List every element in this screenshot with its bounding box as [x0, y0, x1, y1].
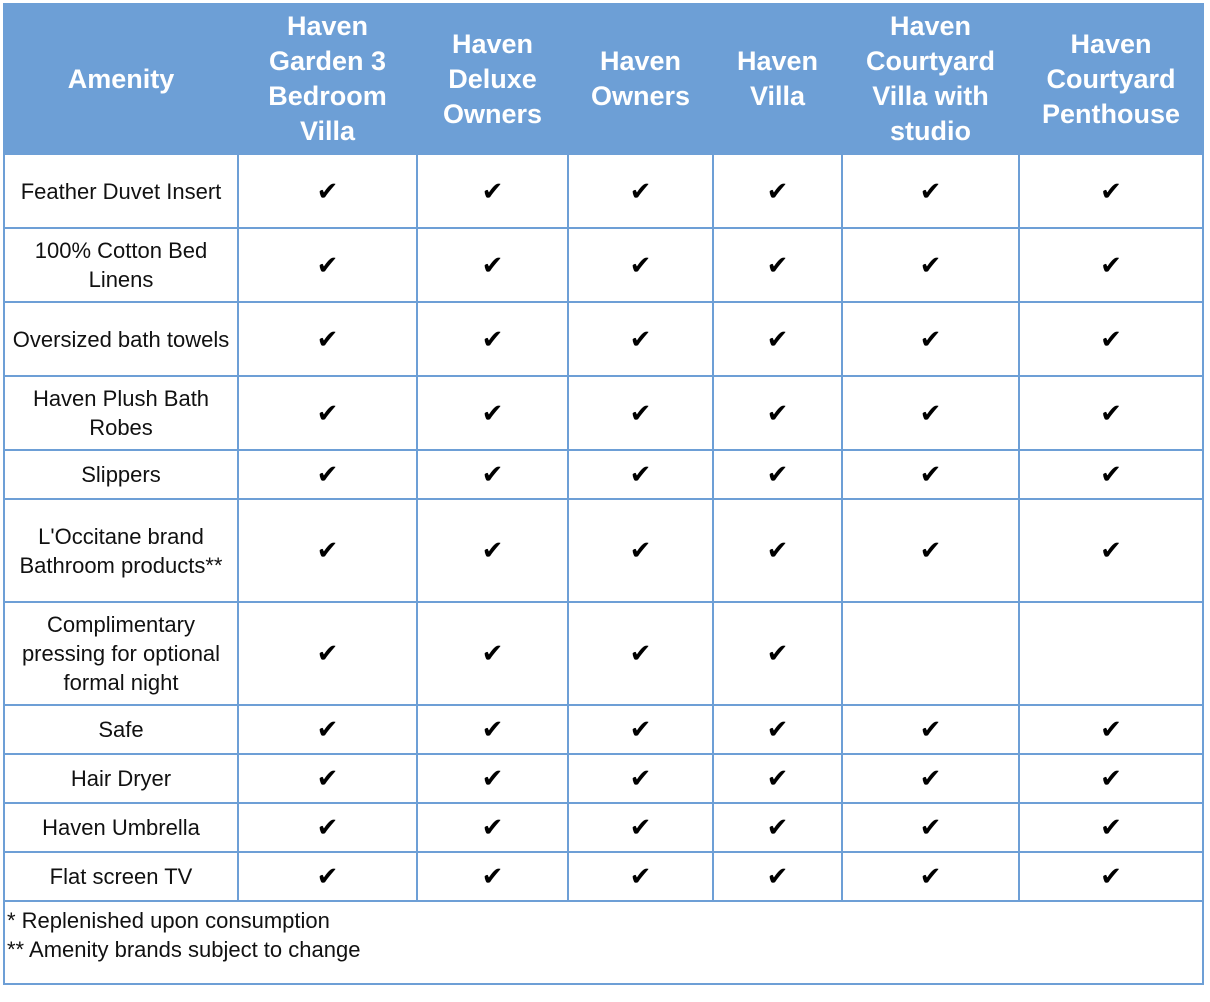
check-icon: ✔	[238, 499, 417, 602]
check-icon: ✔	[713, 602, 842, 705]
table-row	[4, 499, 1203, 602]
header-courtyard-penthouse: Haven Courtyard Penthouse	[1019, 4, 1203, 154]
check-icon: ✔	[417, 302, 568, 376]
check-icon: ✔	[842, 499, 1019, 602]
check-icon: ✔	[238, 803, 417, 852]
check-icon: ✔	[1019, 376, 1203, 450]
footnote-brands: ** Amenity brands subject to change	[7, 937, 361, 962]
table-row	[4, 852, 1203, 901]
footnotes	[4, 901, 1203, 984]
check-icon: ✔	[238, 154, 417, 228]
header-deluxe-owners: Haven Deluxe Owners	[417, 4, 568, 154]
table-row	[4, 754, 1203, 803]
check-icon: ✔	[238, 376, 417, 450]
check-icon: ✔	[713, 228, 842, 302]
check-icon: ✔	[842, 154, 1019, 228]
check-icon: ✔	[238, 602, 417, 705]
check-icon: ✔	[1019, 228, 1203, 302]
amenity-name: 100% Cotton Bed Linens	[4, 228, 238, 302]
check-icon: ✔	[238, 228, 417, 302]
check-icon: ✔	[238, 450, 417, 499]
amenity-name: Oversized bath towels	[4, 302, 238, 376]
amenities-table	[3, 3, 1204, 985]
check-icon: ✔	[568, 705, 713, 754]
check-icon: ✔	[713, 754, 842, 803]
check-icon: ✔	[713, 852, 842, 901]
amenity-name: Feather Duvet Insert	[4, 154, 238, 228]
check-icon: ✔	[417, 499, 568, 602]
check-icon: ✔	[713, 499, 842, 602]
table-row	[4, 705, 1203, 754]
table-row	[4, 154, 1203, 228]
check-icon: ✔	[417, 852, 568, 901]
check-icon: ✔	[713, 450, 842, 499]
check-icon: ✔	[1019, 705, 1203, 754]
empty-cell	[842, 602, 1019, 705]
table-row	[4, 602, 1203, 705]
header-amenity: Amenity	[4, 4, 238, 154]
check-icon: ✔	[842, 852, 1019, 901]
header-garden-3-bedroom-villa: Haven Garden 3 Bedroom Villa	[238, 4, 417, 154]
check-icon: ✔	[417, 803, 568, 852]
check-icon: ✔	[417, 450, 568, 499]
amenity-name: Flat screen TV	[4, 852, 238, 901]
check-icon: ✔	[1019, 499, 1203, 602]
footnote-replenished: * Replenished upon consumption	[7, 908, 330, 933]
check-icon: ✔	[1019, 154, 1203, 228]
check-icon: ✔	[568, 852, 713, 901]
check-icon: ✔	[1019, 302, 1203, 376]
check-icon: ✔	[568, 754, 713, 803]
check-icon: ✔	[238, 754, 417, 803]
check-icon: ✔	[1019, 852, 1203, 901]
check-icon: ✔	[842, 803, 1019, 852]
check-icon: ✔	[842, 302, 1019, 376]
header-owners: Haven Owners	[568, 4, 713, 154]
check-icon: ✔	[568, 376, 713, 450]
check-icon: ✔	[713, 302, 842, 376]
check-icon: ✔	[713, 376, 842, 450]
check-icon: ✔	[842, 450, 1019, 499]
header-courtyard-villa-studio: Haven Courtyard Villa with studio	[842, 4, 1019, 154]
check-icon: ✔	[842, 376, 1019, 450]
amenity-name: Hair Dryer	[4, 754, 238, 803]
check-icon: ✔	[568, 450, 713, 499]
check-icon: ✔	[238, 852, 417, 901]
check-icon: ✔	[568, 602, 713, 705]
amenity-name: Haven Umbrella	[4, 803, 238, 852]
check-icon: ✔	[842, 705, 1019, 754]
check-icon: ✔	[568, 803, 713, 852]
check-icon: ✔	[417, 376, 568, 450]
table-row	[4, 376, 1203, 450]
amenity-name: Safe	[4, 705, 238, 754]
check-icon: ✔	[417, 754, 568, 803]
check-icon: ✔	[568, 228, 713, 302]
check-icon: ✔	[568, 154, 713, 228]
check-icon: ✔	[417, 228, 568, 302]
check-icon: ✔	[713, 803, 842, 852]
amenity-name: Haven Plush Bath Robes	[4, 376, 238, 450]
check-icon: ✔	[713, 154, 842, 228]
table-row	[4, 228, 1203, 302]
header-villa: Haven Villa	[713, 4, 842, 154]
empty-cell	[1019, 602, 1203, 705]
notes-row	[4, 901, 1203, 984]
amenity-name: Complimentary pressing for optional formal night	[4, 602, 238, 705]
check-icon: ✔	[417, 705, 568, 754]
check-icon: ✔	[568, 302, 713, 376]
table-row	[4, 302, 1203, 376]
check-icon: ✔	[1019, 803, 1203, 852]
check-icon: ✔	[1019, 754, 1203, 803]
table-row	[4, 450, 1203, 499]
check-icon: ✔	[713, 705, 842, 754]
amenity-name: Slippers	[4, 450, 238, 499]
check-icon: ✔	[417, 154, 568, 228]
check-icon: ✔	[842, 754, 1019, 803]
check-icon: ✔	[238, 705, 417, 754]
check-icon: ✔	[568, 499, 713, 602]
check-icon: ✔	[238, 302, 417, 376]
check-icon: ✔	[417, 602, 568, 705]
check-icon: ✔	[842, 228, 1019, 302]
table-row	[4, 803, 1203, 852]
check-icon: ✔	[1019, 450, 1203, 499]
header-row	[4, 4, 1203, 154]
amenity-name: L'Occitane brand Bathroom products**	[4, 499, 238, 602]
